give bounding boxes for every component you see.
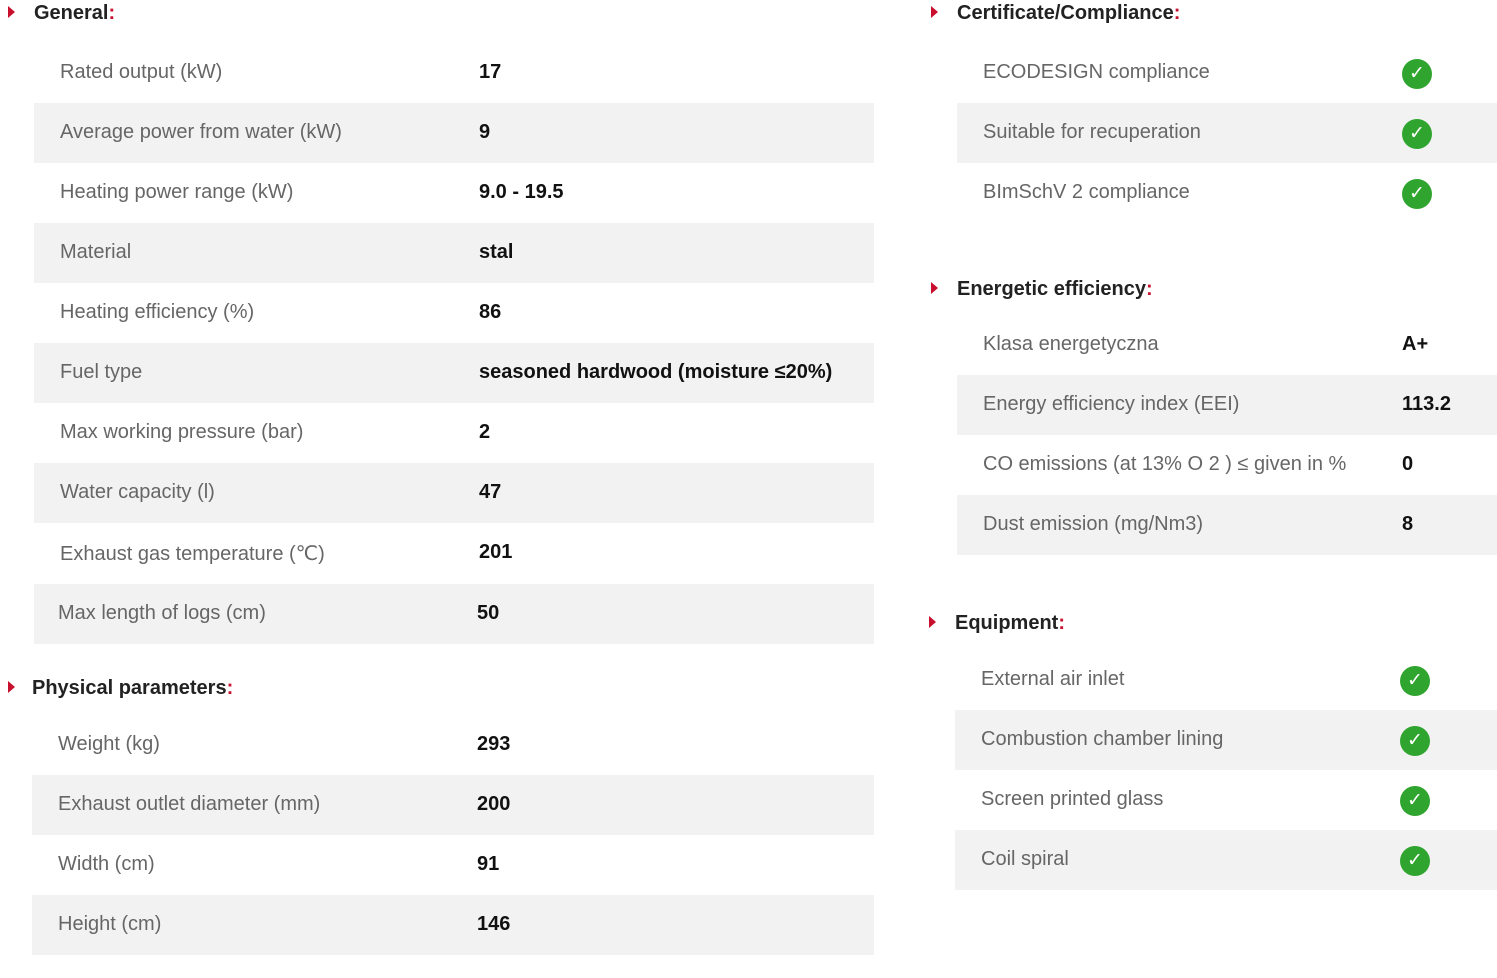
check-circle-icon: ✓ [1400,846,1430,876]
section-heading-physical: Physical parameters: [8,675,874,715]
table-row: External air inlet ✓ [955,650,1497,710]
table-row: Width (cm) 91 [58,853,500,875]
caret-right-icon [931,6,938,18]
table-row: Heating efficiency (%) 86 [60,301,502,323]
check-circle-icon: ✓ [1402,59,1432,89]
table-row: Dust emission (mg/Nm3) 8 [957,495,1497,555]
caret-right-icon [8,681,15,693]
table-row: Suitable for recuperation ✓ [957,103,1497,163]
table-row: Max length of logs (cm) 50 [34,584,874,644]
check-circle-icon: ✓ [1400,666,1430,696]
caret-right-icon [929,616,936,628]
check-circle-icon: ✓ [1402,119,1432,149]
physical-table [32,715,874,955]
right-column [931,0,1497,890]
table-row: Klasa energetyczna A+ [983,333,1429,355]
certificate-table [957,43,1497,223]
table-row: Fuel type seasoned hardwood (moisture ≤20%) [34,343,874,403]
table-row: Average power from water (kW) 9 [34,103,874,163]
table-row: Material stal [34,223,874,283]
table-row: Height (cm) 146 [32,895,874,955]
table-row: Max working pressure (bar) 2 [60,421,491,443]
table-row: Heating power range (kW) 9.0 - 19.5 [60,181,564,203]
check-circle-icon: ✓ [1402,179,1432,209]
table-row: Exhaust outlet diameter (mm) 200 [32,775,874,835]
general-table [34,43,874,644]
table-row: Water capacity (l) 47 [34,463,874,523]
table-row: Weight (kg) 293 [58,733,511,755]
table-row: Exhaust gas temperature (℃) 201 [60,541,513,565]
table-row: ECODESIGN compliance ✓ [957,43,1497,103]
energetic-table [957,315,1497,555]
check-circle-icon: ✓ [1400,726,1430,756]
caret-right-icon [8,6,15,18]
caret-right-icon [931,282,938,294]
table-row: Coil spiral ✓ [955,830,1497,890]
table-row: Screen printed glass ✓ [955,770,1497,830]
section-heading-certificate: Certificate/Compliance: [931,0,1497,40]
check-circle-icon: ✓ [1400,786,1430,816]
table-row: Rated output (kW) 17 [60,61,502,83]
table-row: Combustion chamber lining ✓ [955,710,1497,770]
section-heading-energetic: Energetic efficiency: [931,276,1497,316]
table-row: Energy efficiency index (EEI) 113.2 [957,375,1497,435]
table-row: BImSchV 2 compliance ✓ [957,163,1497,223]
equipment-table [955,650,1497,890]
section-heading-equipment: Equipment: [929,610,1497,650]
table-row: CO emissions (at 13% O 2 ) ≤ given in % 0 [983,453,1414,475]
left-column [8,0,874,955]
section-heading-general: General: [8,0,874,40]
